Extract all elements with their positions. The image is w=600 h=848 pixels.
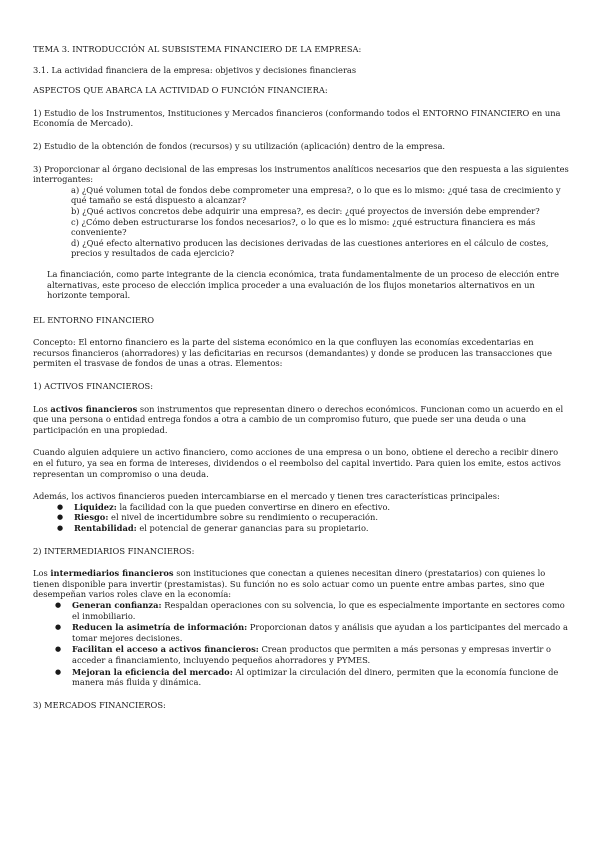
list-item: [57, 523, 570, 534]
markets-heading: 3) MERCADOS FINANCIEROS:: [33, 699, 166, 710]
question-b: b) ¿Qué activos concretos debe adquirir una empresa?, es decir: ¿qué proyectos de inversión debe emprender?: [71, 205, 540, 216]
section-subtitle: 3.1. La actividad financiera de la empresa: objetivos y decisiones financieras: [33, 64, 357, 75]
feature-text: la facilidad con la que pueden convertirse en dinero en efectivo.: [116, 501, 390, 512]
intermediaries-heading: 2) INTERMEDIARIOS FINANCIEROS:: [33, 545, 195, 556]
role-term: Mejoran la eficiencia del mercado:: [72, 666, 233, 677]
list-item: [57, 502, 570, 513]
assets-heading: 1) ACTIVOS FINANCIEROS:: [33, 381, 154, 392]
feature-text: el nivel de incertidumbre sobre su rendimiento o recuperación.: [108, 512, 378, 523]
financing-paragraph: La financiación, como parte integrante de la ciencia económica, trata fundamentalmente de un proceso de elección entre alternativas, este proceso de elección implica proceder a una evaluación de los flujos monetarios alternativos en un horizonte temporal.: [47, 268, 560, 301]
list-item: [57, 512, 570, 523]
list-item: [55, 622, 570, 643]
question-d: d) ¿Qué efecto alternativo producen las decisiones derivadas de las cuestiones anteriores en el cálculo de costes, precios y resultados de cada ejercicio?: [71, 237, 549, 259]
role-text: Crean productos que permiten a más personas y empresas invertir o acceder a financiamiento, incluyendo pequeños ahorradores y PYMES.: [72, 644, 551, 665]
feature-text: el potencial de generar ganancias para su propietario.: [136, 523, 369, 533]
aspect-item-1: 1) Estudio de los Instrumentos, Instituciones y Mercados financieros (conformando todos el ENTORNO FINANCIERO en una Economía de Mercado).: [33, 107, 561, 129]
assets-features-list: [33, 502, 570, 534]
question-c: c) ¿Cómo deben estructurarse los fondos necesarios?, o lo que es lo mismo: ¿qué estructura financiera es más conveniente?: [71, 216, 536, 238]
list-item: [55, 667, 570, 688]
intermediaries-paragraph: [33, 568, 570, 600]
intermediaries-p1-prefix: Los: [33, 568, 51, 579]
assets-paragraph-3: Además, los activos financieros pueden intercambiarse en el mercado y tienen tres características principales:: [33, 491, 500, 502]
role-term: Reducen la asimetría de información:: [72, 622, 248, 633]
role-text: Respaldan operaciones con su solvencia, lo que es especialmente importante en sectores como el inmobiliario.: [72, 599, 565, 621]
intermediaries-roles-list: [33, 600, 570, 688]
role-text: Proporcionan datos y análisis que ayudan a los participantes del mercado a tomar mejores decisiones.: [72, 622, 568, 643]
assets-p1-term: activos financieros: [50, 403, 138, 414]
assets-p1-prefix: Los: [33, 403, 51, 414]
feature-term: Riesgo:: [74, 512, 109, 523]
aspect-item-3: 3) Proporcionar al órgano decisional de las empresas los instrumentos analíticos necesarios que den respuesta a las siguientes interrogantes:: [33, 163, 569, 185]
document-title: TEMA 3. INTRODUCCIÓN AL SUBSISTEMA FINANCIERO DE LA EMPRESA:: [33, 44, 362, 54]
role-term: Facilitan el acceso a activos financieros:: [72, 644, 259, 655]
intermediaries-p1-term: intermediarios financieros: [50, 568, 174, 579]
intermediaries-p1-text: son instituciones que conectan a quienes necesitan dinero (prestatarios) con quienes lo tienen disponible para invertir (prestamistas). Su función no es solo actuar como un puente entre ambas partes, sino que desempeñan varios roles clave en la economía:: [33, 568, 546, 600]
aspects-heading: ASPECTOS QUE ABARCA LA ACTIVIDAD O FUNCIÓN FINANCIERA:: [33, 85, 328, 96]
role-text: Al optimizar la circulación del dinero, permiten que la economía funcione de manera más fluida y dinámica.: [72, 666, 559, 688]
question-list: [71, 185, 570, 259]
aspect-item-2: 2) Estudio de la obtención de fondos (recursos) y su utilización (aplicación) dentro de la empresa.: [33, 140, 446, 151]
concept-paragraph: Concepto: El entorno financiero es la parte del sistema económico en la que confluyen las economías excedentarias en recursos financieros (ahorradores) y las deficitarias en recursos (demandantes) y donde se producen las transacciones que permiten el trasvase de fondos de unas a otras. Elementos:: [33, 337, 553, 369]
feature-term: Liquidez:: [74, 501, 117, 512]
environment-heading: EL ENTORNO FINANCIERO: [33, 314, 155, 325]
role-term: Generan confianza:: [72, 599, 162, 610]
assets-paragraph-2: Cuando alguien adquiere un activo financiero, como acciones de una empresa o un bono, obtiene el derecho a recibir dinero en el futuro, ya sea en forma de intereses, dividendos o el reembolso del capital invertido. Para quien los emite, estos activos representan un compromiso o una deuda.: [33, 447, 561, 479]
list-item: [55, 600, 570, 621]
assets-p1-text: son instrumentos que representan dinero o derechos económicos. Funcionan como un acuerdo en el que una persona o entidad entrega fondos a otra a cambio de un compromiso futuro, que puede ser una deuda o una participación en una propiedad.: [33, 403, 564, 435]
question-a: a) ¿Qué volumen total de fondos debe comprometer una empresa?, o lo que es lo mismo: ¿qué tasa de crecimiento y qué tamaño se está dispuesto a alcanzar?: [71, 184, 561, 206]
feature-term: Rentabilidad:: [74, 523, 137, 533]
list-item: [55, 644, 570, 665]
assets-paragraph-1: [33, 404, 570, 436]
